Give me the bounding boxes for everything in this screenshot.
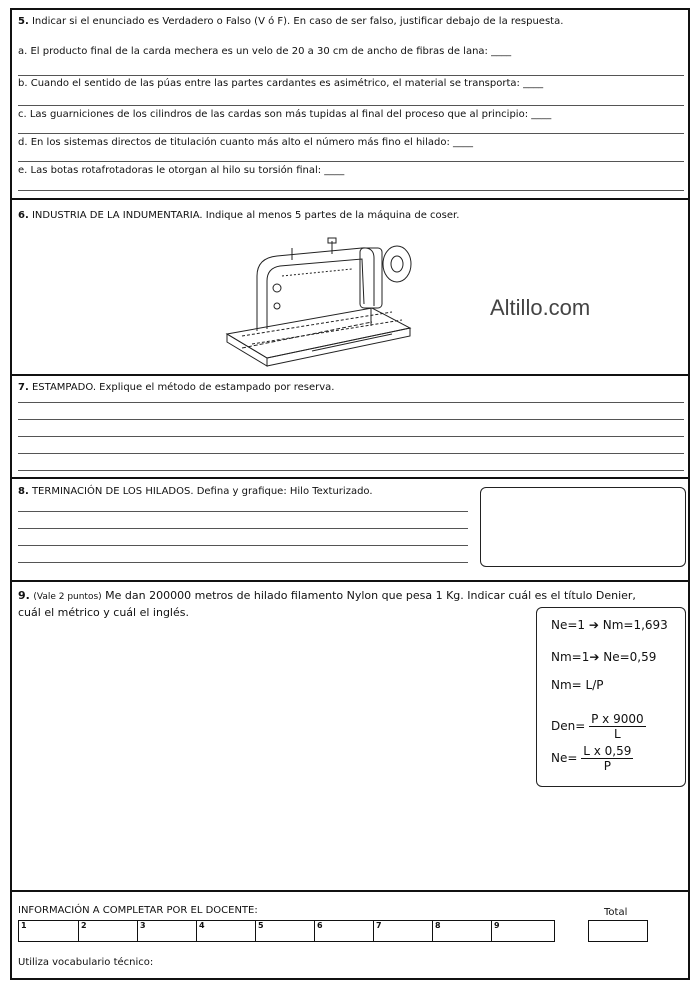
question-9-prompt: 9. (Vale 2 puntos) Me dan 200000 metros de hilado filamento Nylon que pesa 1 Kg. Indicar cuál es el título Denier, cuál el métrico y cuál el inglés.	[18, 589, 636, 619]
question-5-section	[12, 10, 688, 200]
question-7-section	[12, 376, 688, 479]
answer-line[interactable]	[18, 528, 468, 529]
answer-line[interactable]	[18, 453, 684, 454]
answer-line[interactable]	[18, 511, 468, 512]
question-5d: d. En los sistemas directos de titulación cuanto más alto el número más fino el hilado: ____	[18, 137, 474, 148]
drawing-box[interactable]	[480, 487, 686, 567]
formula-ne: Ne= $\frac{\text{L x 0,59}}{P}$	[551, 744, 632, 773]
question-8-section	[12, 479, 688, 582]
answer-line[interactable]	[18, 419, 684, 420]
question-6-prompt: 6. INDUSTRIA DE LA INDUMENTARIA. Indique al menos 5 partes de la máquina de coser.	[18, 210, 460, 221]
grade-cell-5[interactable]: 5	[256, 921, 315, 941]
formula-nm: Nm= L/P	[551, 678, 604, 692]
answer-line[interactable]	[18, 105, 684, 106]
grade-cell-7[interactable]: 7	[374, 921, 433, 941]
grade-cell-4[interactable]: 4	[197, 921, 256, 941]
grade-cell-8[interactable]: 8	[433, 921, 492, 941]
question-5c: c. Las guarniciones de los cilindros de las cardas son más tupidas al final del proceso que al principio: ____	[18, 109, 552, 120]
question-7-prompt: 7. ESTAMPADO. Explique el método de estampado por reserva.	[18, 382, 335, 393]
grade-cell-9[interactable]: 9	[494, 921, 500, 930]
grade-cell-6[interactable]: 6	[315, 921, 374, 941]
question-5b: b. Cuando el sentido de las púas entre las partes cardantes es asimétrico, el material se transporta: ____	[18, 78, 544, 89]
answer-line[interactable]	[18, 562, 468, 563]
total-box[interactable]	[588, 920, 648, 942]
exam-page	[10, 8, 690, 980]
formula-box	[536, 607, 686, 787]
total-label: Total	[604, 907, 628, 918]
formula-denier: Den= $\frac{\text{P x 9000}}{L}$	[551, 712, 644, 741]
grade-cell-1[interactable]: 1	[19, 921, 79, 941]
grade-cells	[18, 920, 555, 942]
grade-cell-3[interactable]: 3	[138, 921, 197, 941]
teacher-info-section	[12, 892, 688, 978]
answer-line[interactable]	[18, 545, 468, 546]
sewing-machine-illustration	[222, 236, 417, 371]
question-6-section	[12, 200, 688, 376]
watermark-text: Altillo.com	[490, 295, 591, 320]
formula-ne-nm: Ne=1 ➔ Nm=1,693	[551, 618, 668, 632]
formula-nm-ne: Nm=1➔ Ne=0,59	[551, 650, 657, 664]
question-5a: a. El producto final de la carda mechera es un velo de 20 a 30 cm de ancho de fibras de lana: ____	[18, 46, 512, 57]
question-9-section	[12, 582, 688, 892]
grade-cell-2[interactable]: 2	[79, 921, 138, 941]
question-5e: e. Las botas rotafrotadoras le otorgan al hilo su torsión final: ____	[18, 165, 345, 176]
answer-line[interactable]	[18, 470, 684, 471]
answer-line[interactable]	[18, 190, 684, 191]
answer-line[interactable]	[18, 402, 684, 403]
question-5-prompt: 5. Indicar si el enunciado es Verdadero o Falso (V ó F). En caso de ser falso, justificar debajo de la respuesta.	[18, 16, 564, 27]
answer-line[interactable]	[18, 133, 684, 134]
vocabulary-label: Utiliza vocabulario técnico:	[18, 957, 154, 968]
answer-line[interactable]	[18, 75, 684, 76]
answer-line[interactable]	[18, 161, 684, 162]
answer-line[interactable]	[18, 436, 684, 437]
question-8-prompt: 8. TERMINACIÓN DE LOS HILADOS. Defina y grafique: Hilo Texturizado.	[18, 486, 373, 497]
teacher-info-title: INFORMACIÓN A COMPLETAR POR EL DOCENTE:	[18, 905, 258, 916]
